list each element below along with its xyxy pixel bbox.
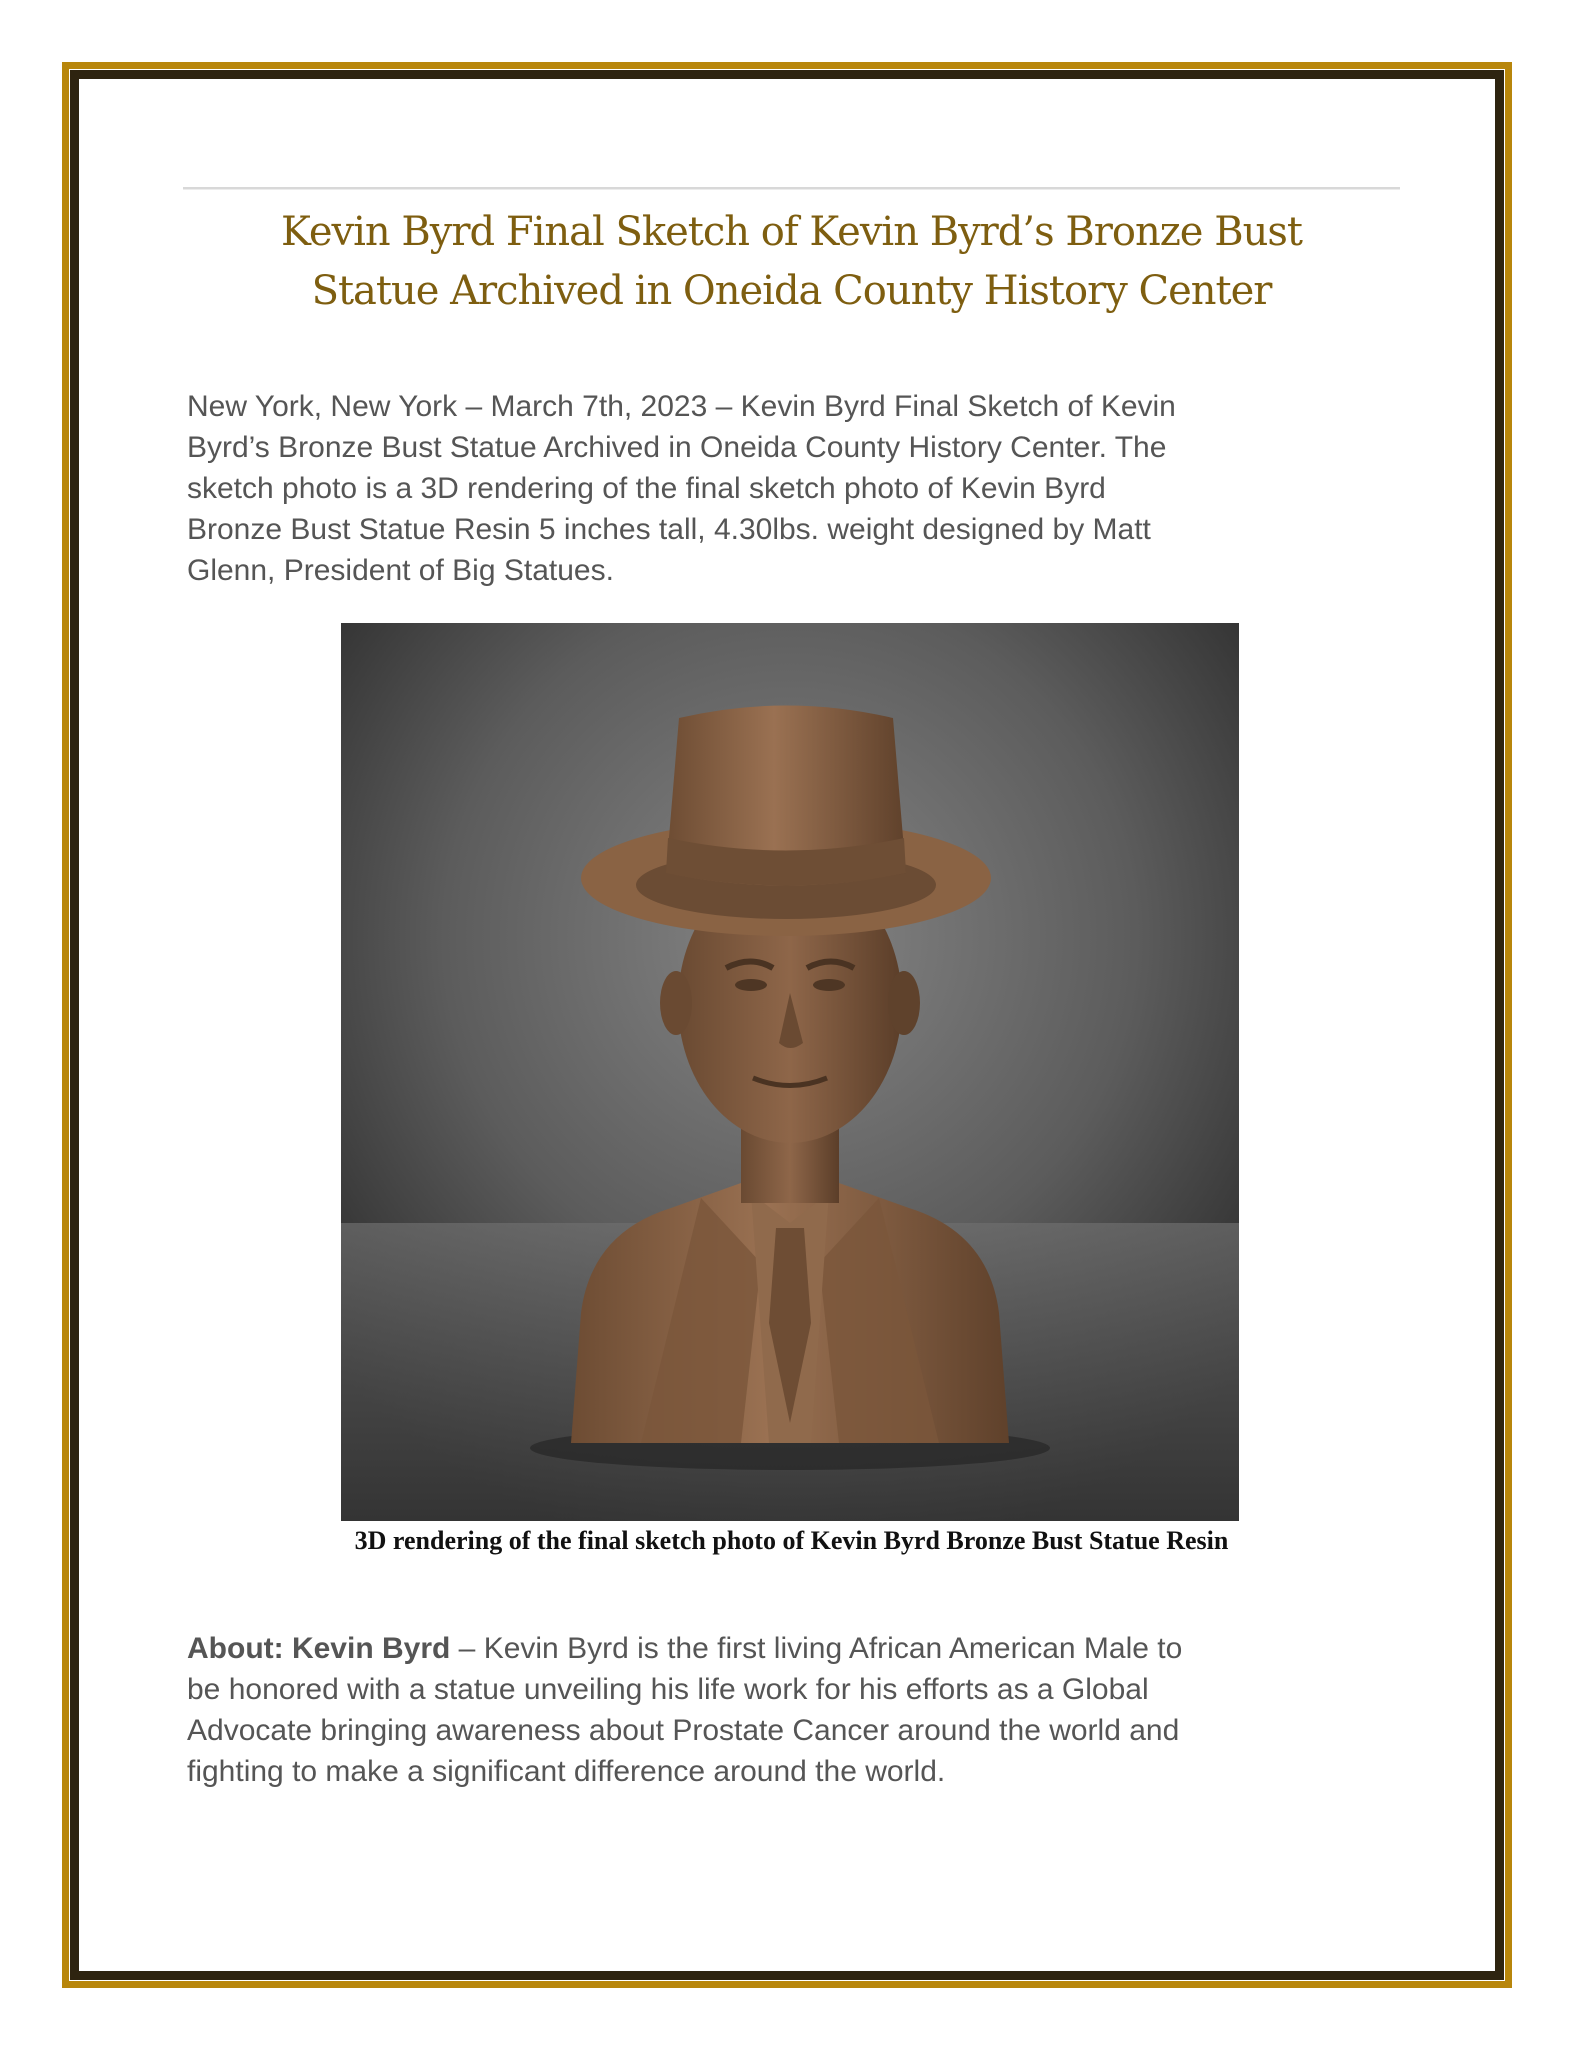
page-title-line-2: Statue Archived in Oneida County History Center: [311, 268, 1272, 314]
photo-caption: 3D rendering of the final sketch photo of Kevin Byrd Bronze Bust Statue Resin: [354, 1526, 1229, 1555]
about-line-2: be honored with a statue unveiling his life work for his efforts as a Global: [187, 1673, 1149, 1706]
intro-line-5: Glenn, President of Big Statues.: [187, 554, 614, 587]
about-lead: About: Kevin Byrd: [187, 1632, 451, 1665]
intro-line-4: Bronze Bust Statue Resin 5 inches tall, 4.30lbs. weight designed by Matt: [187, 513, 1151, 546]
bronze-bust-illustration: [341, 623, 1239, 1521]
intro-line-3: sketch photo is a 3D rendering of the final sketch photo of Kevin Byrd: [187, 472, 1106, 505]
intro-line-2: Byrd’s Bronze Bust Statue Archived in Oneida County History Center. The: [187, 431, 1167, 464]
about-paragraph: [187, 1628, 1417, 1792]
about-line-3: Advocate bringing awareness about Prostate Cancer around the world and: [187, 1714, 1180, 1747]
intro-line-1: New York, New York – March 7th, 2023 – Kevin Byrd Final Sketch of Kevin: [187, 390, 1176, 423]
about-line-1: – Kevin Byrd is the first living African American Male to: [450, 1632, 1183, 1665]
title-divider: [183, 187, 1400, 190]
about-line-4: fighting to make a significant difference around the world.: [187, 1755, 946, 1788]
page-title: [183, 203, 1400, 321]
intro-paragraph: [187, 386, 1417, 591]
page-title-line-1: Kevin Byrd Final Sketch of Kevin Byrd’s Bronze Bust: [281, 209, 1302, 255]
bronze-bust-rendering-photo: [341, 623, 1239, 1521]
